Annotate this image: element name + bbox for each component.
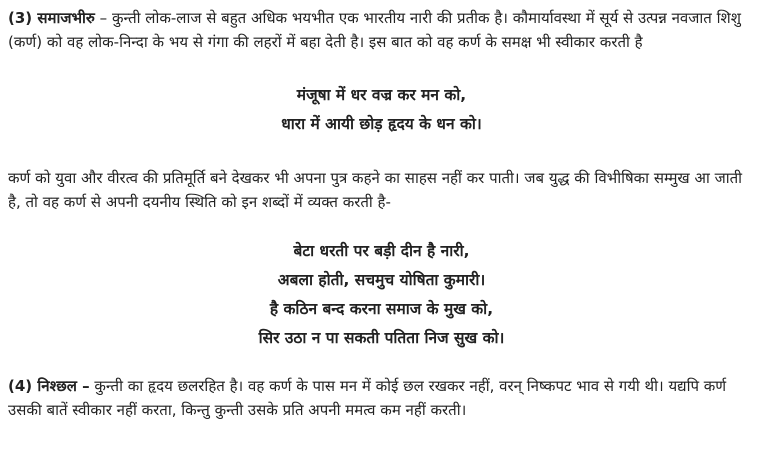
verse-2-line-4: सिर उठा न पा सकती पतिता निज सुख को। <box>258 329 505 347</box>
verse-2-line-1: बेटा धरती पर बड़ी दीन है नारी, <box>293 242 470 260</box>
verse-1-line-2: धारा में आयी छोड़ हृदय के धन को। <box>281 115 482 133</box>
section-4-text: कुन्ती का हृदय छलरहित है। वह कर्ण के पास मन में कोई छल रखकर नहीं, वरन् निष्कपट भाव से गयी थी। यद्यपि कर्ण उसकी बातें स्वीकार नहीं करता, किन्तु कुन्ती उसके प्रति अपनी ममत्व कम नहीं करती। <box>8 377 727 419</box>
section-4-paragraph <box>8 374 755 422</box>
section-3-heading: (3) समाजभीरु <box>8 9 95 27</box>
verse-2-line-2: अबला होती, सचमुच योषिता कुमारी। <box>277 271 486 289</box>
section-3-intro-paragraph <box>8 6 755 54</box>
verse-block-1 <box>8 81 755 139</box>
verse-2-line-3: है कठिन बन्द करना समाज के मुख को, <box>269 300 494 318</box>
section-3-second-paragraph: कर्ण को युवा और वीरत्व की प्रतिमूर्ति बने देखकर भी अपना पुत्र कहने का साहस नहीं कर पाती। जब युद्ध की विभीषिका सम्मुख आ जाती है, तो वह कर्ण से अपनी दयनीय स्थिति को इन शब्दों में व्यक्त करती है- <box>8 169 743 211</box>
section-4-heading: (4) निश्छल – <box>8 377 90 395</box>
verse-block-2 <box>8 237 755 353</box>
verse-1-line-1: मंजूषा में धर वज्र कर मन को, <box>296 86 467 104</box>
section-3-intro-text: – कुन्ती लोक-लाज से बहुत अधिक भयभीत एक भारतीय नारी की प्रतीक है। कौमार्यावस्था में सूर्य से उत्पन्न नवजात शिशु (कर्ण) को वह लोक-निन्दा के भय से गंगा की लहरों में बहा देती है। इस बात को वह कर्ण के समक्ष भी स्वीकार करती है <box>8 9 741 51</box>
